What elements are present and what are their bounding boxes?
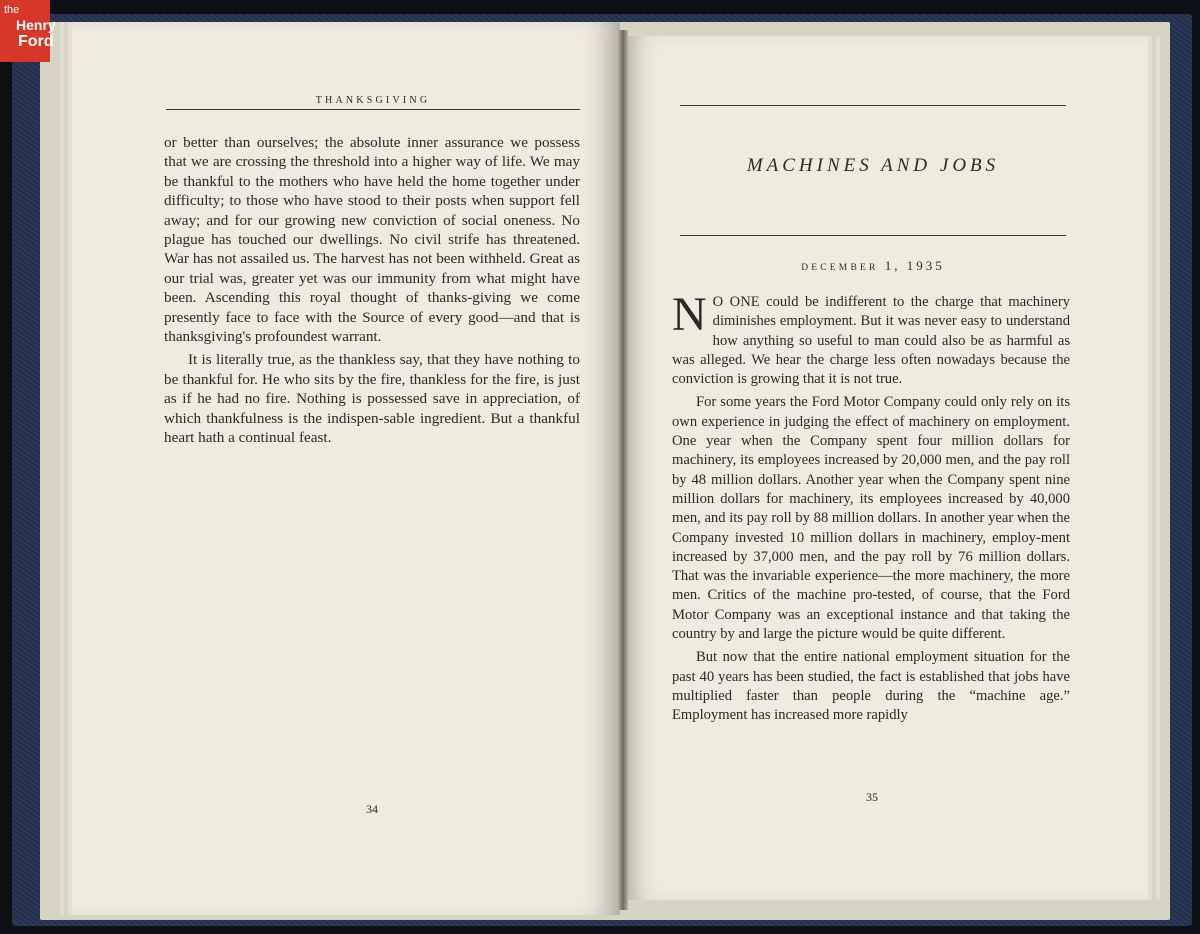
logo-line-1: the bbox=[4, 4, 20, 16]
chapter-bottom-rule bbox=[680, 235, 1066, 236]
left-page-body bbox=[164, 133, 580, 448]
logo-line-2: Henry bbox=[16, 17, 56, 33]
logo-line-3: Ford bbox=[18, 33, 54, 50]
right-paragraph-3: But now that the entire national employment situation for the past 40 years has been studied, the fact is established that jobs have multiplied faster than people during the “machine age.” Employment has increased more rapidly bbox=[672, 649, 1070, 724]
chapter-top-rule bbox=[680, 105, 1066, 106]
dateline bbox=[680, 258, 1066, 274]
left-paragraph-2: It is literally true, as the thankless say, that they have nothing to be thankful for. He who sits by the fire, thankless for the fire, is just as if he had no fire. Nothing is possessed save in appreciation, of which thankfulness is the indispen-sable ingredient. But a thankful heart hath a continual feast. bbox=[164, 351, 580, 447]
left-paragraph-1: or better than ourselves; the absolute inner assurance we possess that we are crossing the threshold into a higher way of life. We may be thankful to the mothers who have held the home together under difficulty; to those who have stood to their posts when support fell away; and for our growing new conviction of social oneness. No plague has touched our dwellings. No civil strife has threatened. War has not assailed us. The harvest has not been withheld. Great as our trial was, greater yet was our immunity from what might have been. Ascending this royal thought of thanks-giving we come presently face to face with the Source of every good—and that is thanksgiving's profoundest warrant. bbox=[164, 134, 580, 346]
running-head-rule bbox=[166, 109, 580, 110]
right-paragraph-1 bbox=[672, 288, 1070, 389]
left-page-number: 34 bbox=[366, 802, 378, 816]
chapter-title: MACHINES AND JOBS bbox=[746, 155, 1000, 176]
dateline-month: DECEMBER bbox=[801, 263, 879, 273]
henry-ford-logo bbox=[0, 0, 56, 62]
book-gutter bbox=[618, 30, 628, 910]
right-paragraph-1-text: O ONE could be indifferent to the charge that machinery diminishes employment. But it was never easy to understand how anything so useful to man could also be as harmful as was alleged. We hear the charge less often nowadays because the conviction is growing that it is not true. bbox=[672, 294, 1070, 388]
drop-cap: N bbox=[672, 288, 707, 341]
right-page-body bbox=[672, 288, 1070, 726]
right-paragraph-2: For some years the Ford Motor Company could only rely on its own experience in judging the effect of machinery on employment. One year when the Company spent four million dollars for machinery, its employees increased by 20,000 men, and the pay roll by 48 million dollars. Another year when the Company spent nine million dollars for machinery, its employees increased by 40,000 men, and its pay roll by 88 million dollars. In another year when the Company invested 10 million dollars in machinery, employ-ment increased by 37,000 men, and the pay roll by 76 million dollars. That was the invariable experience—the more machinery, the more men. Critics of the machine pro-tested, of course, that the Ford Motor Company was an exceptional instance and that taking the country by and large the picture would be quite different. bbox=[672, 394, 1070, 643]
right-page-number: 35 bbox=[866, 790, 878, 804]
running-head: THANKSGIVING bbox=[315, 95, 431, 106]
dateline-day: 1, 1935 bbox=[884, 258, 945, 273]
